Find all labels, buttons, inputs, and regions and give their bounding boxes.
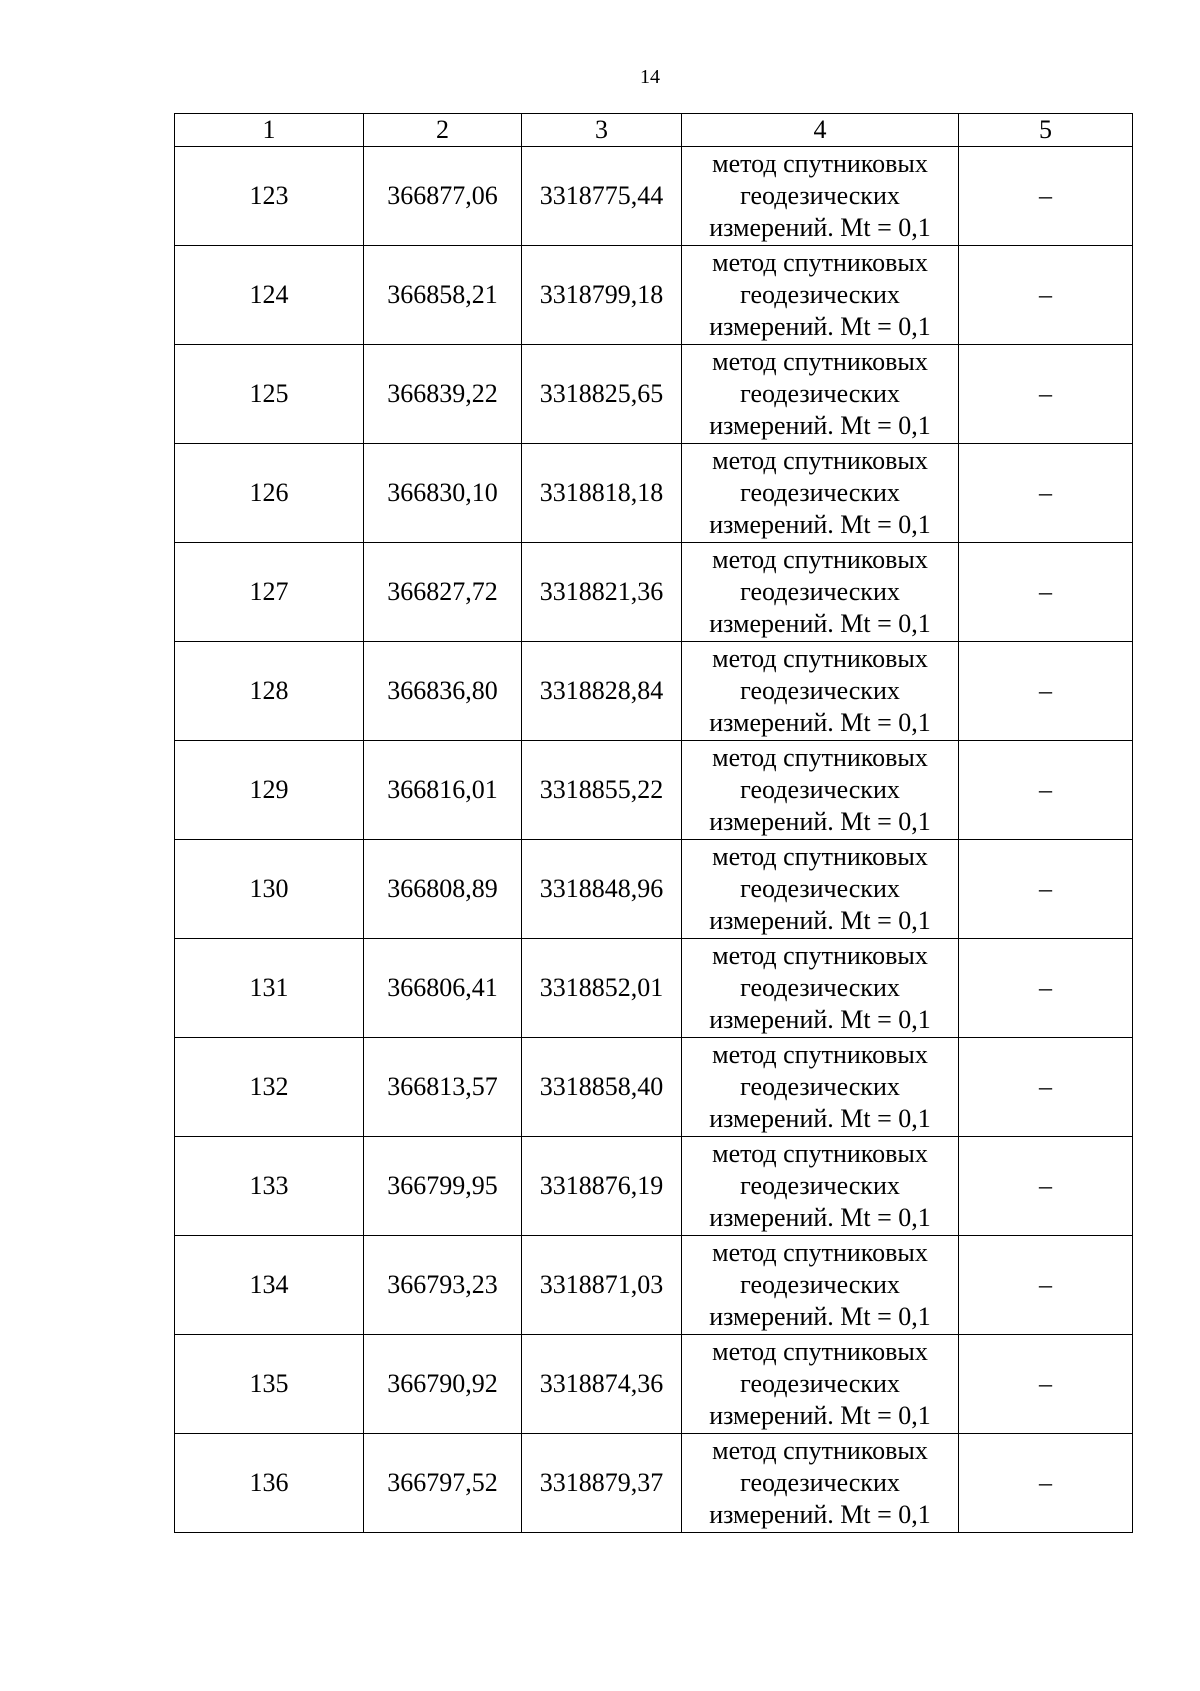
note-cell: – bbox=[959, 939, 1133, 1038]
method-line: измерений. Mt = 0,1 bbox=[709, 213, 931, 242]
note-cell: – bbox=[959, 642, 1133, 741]
x-coordinate-cell: 366797,52 bbox=[364, 1434, 522, 1533]
y-coordinate-cell: 3318825,65 bbox=[522, 345, 682, 444]
table-row bbox=[175, 444, 1133, 543]
method-cell bbox=[682, 1236, 959, 1335]
point-number-cell: 123 bbox=[175, 147, 364, 246]
y-coordinate-cell: 3318848,96 bbox=[522, 840, 682, 939]
note-cell: – bbox=[959, 444, 1133, 543]
method-line: геодезических bbox=[740, 577, 900, 606]
column-header-1: 1 bbox=[175, 114, 364, 147]
note-cell: – bbox=[959, 345, 1133, 444]
method-line: измерений. Mt = 0,1 bbox=[709, 906, 931, 935]
table-row bbox=[175, 246, 1133, 345]
y-coordinate-cell: 3318858,40 bbox=[522, 1038, 682, 1137]
point-number-cell: 126 bbox=[175, 444, 364, 543]
note-cell: – bbox=[959, 1137, 1133, 1236]
y-coordinate-cell: 3318871,03 bbox=[522, 1236, 682, 1335]
point-number-cell: 136 bbox=[175, 1434, 364, 1533]
x-coordinate-cell: 366799,95 bbox=[364, 1137, 522, 1236]
method-line: метод спутниковых bbox=[712, 347, 928, 376]
method-line: геодезических bbox=[740, 775, 900, 804]
method-line: геодезических bbox=[740, 1270, 900, 1299]
x-coordinate-cell: 366816,01 bbox=[364, 741, 522, 840]
table-row bbox=[175, 147, 1133, 246]
table-row bbox=[175, 345, 1133, 444]
y-coordinate-cell: 3318828,84 bbox=[522, 642, 682, 741]
method-line: метод спутниковых bbox=[712, 743, 928, 772]
x-coordinate-cell: 366806,41 bbox=[364, 939, 522, 1038]
method-cell bbox=[682, 1434, 959, 1533]
method-line: измерений. Mt = 0,1 bbox=[709, 312, 931, 341]
note-cell: – bbox=[959, 543, 1133, 642]
x-coordinate-cell: 366877,06 bbox=[364, 147, 522, 246]
method-line: измерений. Mt = 0,1 bbox=[709, 1203, 931, 1232]
method-cell bbox=[682, 345, 959, 444]
method-line: метод спутниковых bbox=[712, 1238, 928, 1267]
method-line: измерений. Mt = 0,1 bbox=[709, 510, 931, 539]
method-cell bbox=[682, 1137, 959, 1236]
method-cell bbox=[682, 1335, 959, 1434]
x-coordinate-cell: 366839,22 bbox=[364, 345, 522, 444]
point-number-cell: 131 bbox=[175, 939, 364, 1038]
method-line: геодезических bbox=[740, 1072, 900, 1101]
x-coordinate-cell: 366793,23 bbox=[364, 1236, 522, 1335]
method-cell bbox=[682, 543, 959, 642]
x-coordinate-cell: 366836,80 bbox=[364, 642, 522, 741]
method-line: метод спутниковых bbox=[712, 545, 928, 574]
table-row bbox=[175, 840, 1133, 939]
method-line: метод спутниковых bbox=[712, 644, 928, 673]
method-line: измерений. Mt = 0,1 bbox=[709, 411, 931, 440]
column-header-5: 5 bbox=[959, 114, 1133, 147]
method-line: метод спутниковых bbox=[712, 941, 928, 970]
y-coordinate-cell: 3318855,22 bbox=[522, 741, 682, 840]
method-line: геодезических bbox=[740, 379, 900, 408]
method-line: измерений. Mt = 0,1 bbox=[709, 1104, 931, 1133]
method-cell bbox=[682, 741, 959, 840]
table-row bbox=[175, 1434, 1133, 1533]
point-number-cell: 133 bbox=[175, 1137, 364, 1236]
method-line: метод спутниковых bbox=[712, 1139, 928, 1168]
method-line: геодезических bbox=[740, 1369, 900, 1398]
y-coordinate-cell: 3318879,37 bbox=[522, 1434, 682, 1533]
x-coordinate-cell: 366790,92 bbox=[364, 1335, 522, 1434]
point-number-cell: 132 bbox=[175, 1038, 364, 1137]
x-coordinate-cell: 366813,57 bbox=[364, 1038, 522, 1137]
y-coordinate-cell: 3318852,01 bbox=[522, 939, 682, 1038]
method-cell bbox=[682, 246, 959, 345]
method-line: геодезических bbox=[740, 181, 900, 210]
method-line: измерений. Mt = 0,1 bbox=[709, 708, 931, 737]
point-number-cell: 125 bbox=[175, 345, 364, 444]
note-cell: – bbox=[959, 1038, 1133, 1137]
method-line: метод спутниковых bbox=[712, 248, 928, 277]
method-line: геодезических bbox=[740, 280, 900, 309]
column-header-2: 2 bbox=[364, 114, 522, 147]
point-number-cell: 128 bbox=[175, 642, 364, 741]
x-coordinate-cell: 366830,10 bbox=[364, 444, 522, 543]
method-cell bbox=[682, 642, 959, 741]
point-number-cell: 127 bbox=[175, 543, 364, 642]
note-cell: – bbox=[959, 741, 1133, 840]
point-number-cell: 134 bbox=[175, 1236, 364, 1335]
note-cell: – bbox=[959, 1236, 1133, 1335]
x-coordinate-cell: 366858,21 bbox=[364, 246, 522, 345]
column-header-3: 3 bbox=[522, 114, 682, 147]
method-line: геодезических bbox=[740, 676, 900, 705]
table-row bbox=[175, 1236, 1133, 1335]
coordinates-table bbox=[174, 113, 1133, 1533]
table-row bbox=[175, 939, 1133, 1038]
note-cell: – bbox=[959, 840, 1133, 939]
method-line: геодезических bbox=[740, 1171, 900, 1200]
method-cell bbox=[682, 939, 959, 1038]
y-coordinate-cell: 3318876,19 bbox=[522, 1137, 682, 1236]
point-number-cell: 129 bbox=[175, 741, 364, 840]
note-cell: – bbox=[959, 1335, 1133, 1434]
method-line: метод спутниковых bbox=[712, 149, 928, 178]
method-line: геодезических bbox=[740, 478, 900, 507]
table-row bbox=[175, 1038, 1133, 1137]
y-coordinate-cell: 3318874,36 bbox=[522, 1335, 682, 1434]
method-line: измерений. Mt = 0,1 bbox=[709, 1500, 931, 1529]
method-cell bbox=[682, 840, 959, 939]
method-line: метод спутниковых bbox=[712, 1040, 928, 1069]
table-header-row bbox=[175, 114, 1133, 147]
table-row bbox=[175, 741, 1133, 840]
y-coordinate-cell: 3318821,36 bbox=[522, 543, 682, 642]
note-cell: – bbox=[959, 147, 1133, 246]
method-line: метод спутниковых bbox=[712, 842, 928, 871]
method-line: метод спутниковых bbox=[712, 1337, 928, 1366]
x-coordinate-cell: 366808,89 bbox=[364, 840, 522, 939]
y-coordinate-cell: 3318775,44 bbox=[522, 147, 682, 246]
method-line: измерений. Mt = 0,1 bbox=[709, 1005, 931, 1034]
table-body bbox=[175, 147, 1133, 1533]
point-number-cell: 124 bbox=[175, 246, 364, 345]
point-number-cell: 135 bbox=[175, 1335, 364, 1434]
table-row bbox=[175, 1335, 1133, 1434]
method-line: геодезических bbox=[740, 874, 900, 903]
page-number: 14 bbox=[640, 66, 660, 88]
method-line: измерений. Mt = 0,1 bbox=[709, 807, 931, 836]
method-cell bbox=[682, 444, 959, 543]
method-cell bbox=[682, 1038, 959, 1137]
note-cell: – bbox=[959, 246, 1133, 345]
method-line: геодезических bbox=[740, 973, 900, 1002]
point-number-cell: 130 bbox=[175, 840, 364, 939]
method-line: измерений. Mt = 0,1 bbox=[709, 1401, 931, 1430]
method-line: измерений. Mt = 0,1 bbox=[709, 1302, 931, 1331]
method-line: геодезических bbox=[740, 1468, 900, 1497]
column-header-4: 4 bbox=[682, 114, 959, 147]
table-row bbox=[175, 1137, 1133, 1236]
x-coordinate-cell: 366827,72 bbox=[364, 543, 522, 642]
method-line: метод спутниковых bbox=[712, 1436, 928, 1465]
method-line: измерений. Mt = 0,1 bbox=[709, 609, 931, 638]
method-cell bbox=[682, 147, 959, 246]
y-coordinate-cell: 3318818,18 bbox=[522, 444, 682, 543]
y-coordinate-cell: 3318799,18 bbox=[522, 246, 682, 345]
table-row bbox=[175, 543, 1133, 642]
method-line: метод спутниковых bbox=[712, 446, 928, 475]
table-row bbox=[175, 642, 1133, 741]
note-cell: – bbox=[959, 1434, 1133, 1533]
